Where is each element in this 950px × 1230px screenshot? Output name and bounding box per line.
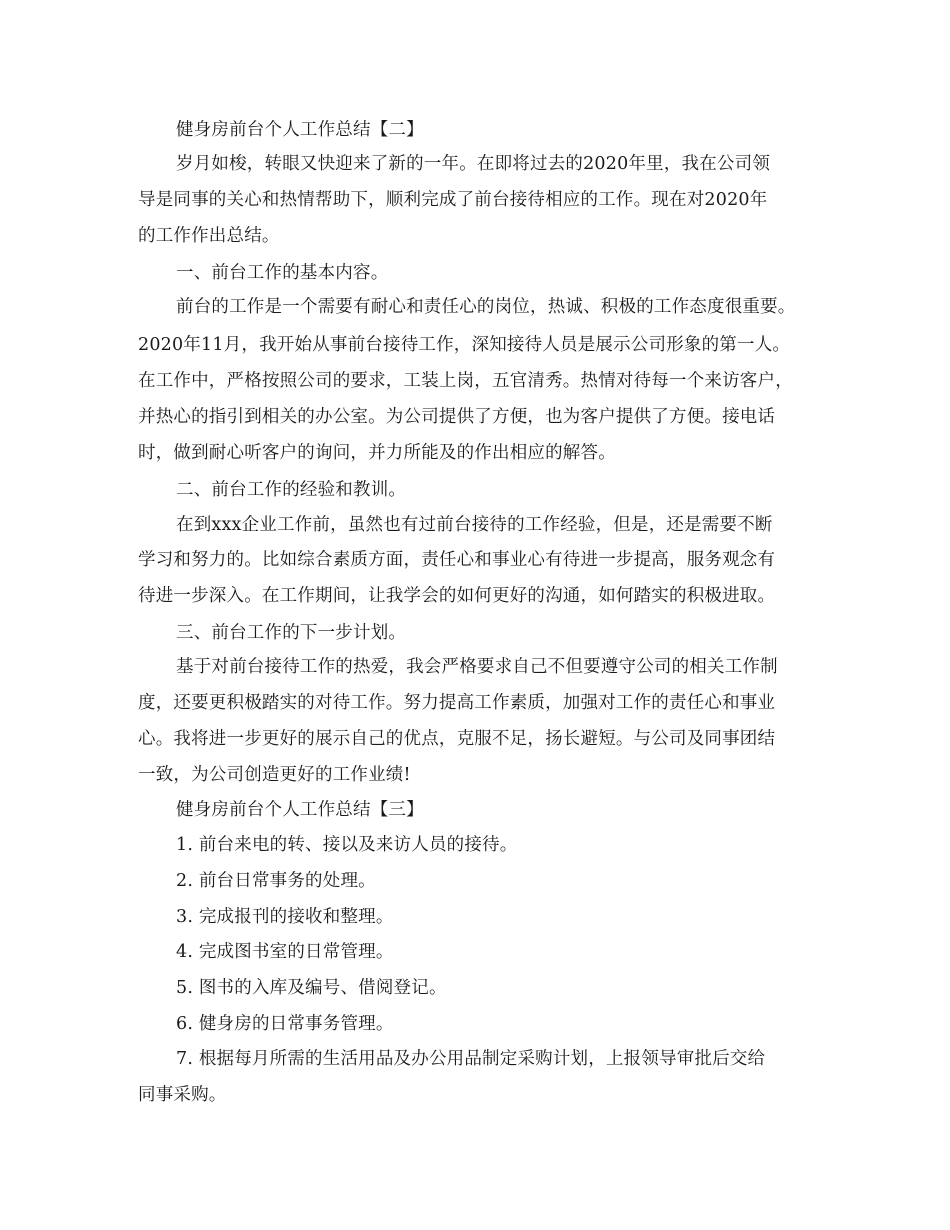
paragraph-line: 基于对前台接待工作的热爱，我会严格要求自己不但要遵守公司的相关工作制: [176, 657, 778, 677]
paragraph-line: 岁月如梭，转眼又快迎来了新的一年。在即将过去的2020年里，我在公司领: [176, 154, 771, 174]
paragraph-line: 并热心的指引到相关的办公室。为公司提供了方便，也为客户提供了方便。接电话: [138, 407, 776, 427]
paragraph-line: 的工作作出总结。: [138, 226, 280, 246]
paragraph-line: 在到xxx企业工作前，虽然也有过前台接待的工作经验，但是，还是需要不断: [176, 515, 773, 535]
list-item: 4. 完成图书室的日常管理。: [176, 942, 394, 962]
list-item: 1. 前台来电的转、接以及来访人员的接待。: [176, 835, 518, 855]
list-item: 6. 健身房的日常事务管理。: [176, 1014, 394, 1034]
paragraph-line: 心。我将进一步更好的展示自己的优点，克服不足，扬长避短。与公司及同事团结: [138, 729, 776, 749]
subsection-heading: 二、前台工作的经验和教训。: [176, 480, 407, 500]
paragraph-line: 一致，为公司创造更好的工作业绩!: [138, 765, 411, 785]
list-item-continuation: 同事采购。: [138, 1085, 227, 1105]
paragraph-line: 度，还要更积极踏实的对待工作。努力提高工作素质，加强对工作的责任心和事业: [138, 693, 776, 713]
list-item: 7. 根据每月所需的生活用品及办公用品制定采购计划，上报领导审批后交给: [176, 1049, 766, 1069]
section-title: 健身房前台个人工作总结【二】: [176, 120, 424, 140]
list-item: 2. 前台日常事务的处理。: [176, 871, 376, 891]
subsection-heading: 三、前台工作的下一步计划。: [176, 623, 407, 643]
list-item: 5. 图书的入库及编号、借阅登记。: [176, 978, 447, 998]
paragraph-line: 时，做到耐心听客户的询问，并力所能及的作出相应的解答。: [138, 443, 616, 463]
list-item: 3. 完成报刊的接收和整理。: [176, 907, 394, 927]
subsection-heading: 一、前台工作的基本内容。: [176, 263, 389, 283]
paragraph-line: 前台的工作是一个需要有耐心和责任心的岗位，热诚、积极的工作态度很重要。: [176, 297, 796, 317]
section-title: 健身房前台个人工作总结【三】: [176, 800, 424, 820]
paragraph-line: 在工作中，严格按照公司的要求，工装上岗，五官清秀。热情对待每一个来访客户，: [138, 371, 793, 391]
paragraph-line: 2020年11月，我开始从事前台接待工作，深知接待人员是展示公司形象的第一人。: [138, 335, 791, 355]
paragraph-line: 导是同事的关心和热情帮助下，顺利完成了前台接待相应的工作。现在对2020年: [138, 190, 768, 210]
paragraph-line: 待进一步深入。在工作期间，让我学会的如何更好的沟通，如何踏实的积极进取。: [138, 586, 776, 606]
paragraph-line: 学习和努力的。比如综合素质方面，责任心和事业心有待进一步提高，服务观念有: [138, 550, 776, 570]
